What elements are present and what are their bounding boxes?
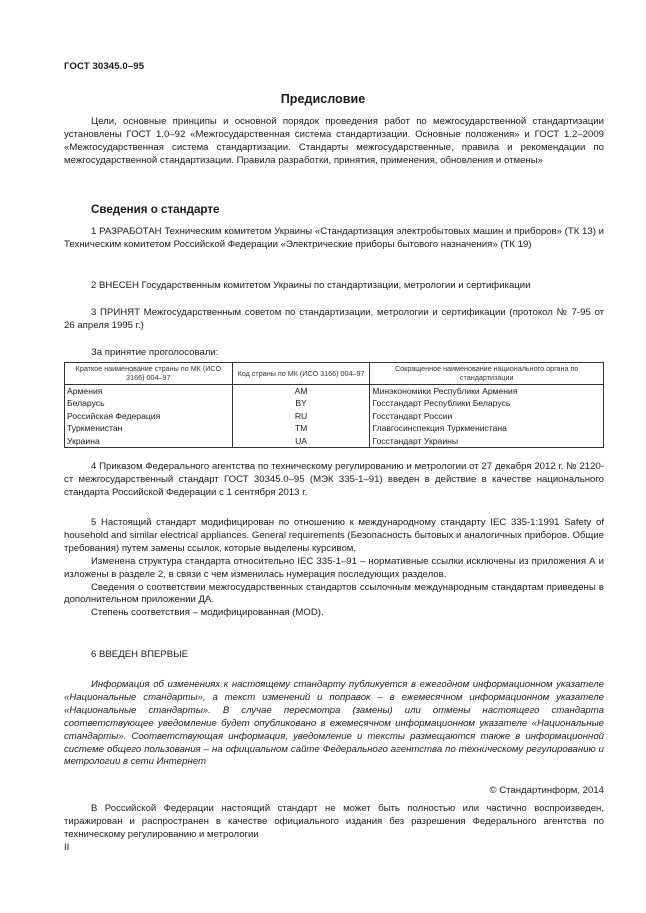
item-5-structure-change: Изменена структура стандарта относительно IEC 335-1–91 – нормативные ссылки исключены из приложения А и изложены в разделе 2, в связи с чем изменилась нумерация последующих разделов. xyxy=(64,555,604,580)
table-header-row xyxy=(65,363,604,385)
column-header-country: Краткое наименование страны по МК (ИСО 3166) 004–97 xyxy=(65,363,233,385)
table-row xyxy=(65,385,604,398)
code-cell: AM xyxy=(232,385,370,398)
body-cell: Минэкономики Республики Армения xyxy=(370,385,604,398)
item-2-introduced: 2 ВНЕСЕН Государственным комитетом Украины по стандартизации, метрологии и сертификации xyxy=(91,280,531,291)
body-cell: Главгосинспекция Туркменистана xyxy=(370,422,604,434)
table-row xyxy=(65,397,604,409)
code-cell: BY xyxy=(232,397,370,409)
column-header-code: Код страны по МК (ИСО 3166) 004–97 xyxy=(232,363,370,385)
item-6-first-introduced: 6 ВВЕДЕН ВПЕРВЫЕ xyxy=(91,649,189,660)
item-3-adopted: 3 ПРИНЯТ Межгосударственным советом по стандартизации, метрологии и сертификации (протокол № 7-95 от 26 апреля 1995 г.) xyxy=(64,307,604,331)
standard-code-header: ГОСТ 30345.0–95 xyxy=(64,61,145,72)
country-cell: Туркменистан xyxy=(65,422,233,434)
item-4-enacted: 4 Приказом Федерального агентства по техническому регулированию и метрологии от 27 декабря 2012 г. № 2120-ст межгосударственный стандарт ГОСТ 30345.0–95 (МЭК 335-1–91) введен в действие в качестве национального стандарта Российской Федерации с 1 сентября 2013 г. xyxy=(64,461,604,498)
country-cell: Беларусь xyxy=(65,397,233,409)
body-cell: Госстандарт Украины xyxy=(370,435,604,448)
item-5-modification: 5 Настоящий стандарт модифицирован по отношению к международному стандарту IEC 335-1:1991 Safety of household and similar electrical appliances. General requirements (Безопасность бытовых и аналогичных приборов. Общие требования) путем замены ссылок, которые выделены курсивом. xyxy=(64,517,604,554)
item-5-block xyxy=(64,517,604,620)
intro-paragraph: Цели, основные принципы и основной порядок проведения работ по межгосударственной стандартизации установлены ГОСТ 1.0–92 «Межгосударственная система стандартизации. Основные положения» и ГОСТ 1.2–2009 «Межгосударственная система стандартизации. Стандарты межгосударственные, правила и рекомендации по межгосударственной стандартизации. Правила разработки, принятия, применения, обновления и отмены» xyxy=(64,116,604,166)
body-cell: Госстандарт Республики Беларусь xyxy=(370,397,604,409)
copyright: © Стандартинформ, 2014 xyxy=(489,785,604,796)
item-1-developed: 1 РАЗРАБОТАН Техническим комитетом Украины «Стандартизация электробытовых машин и приборов» (ТК 13) и Техническим комитетом Российской Федерации «Электрические приборы бытового назначения» (ТК 19) xyxy=(64,226,604,250)
page-title: Предисловие xyxy=(280,92,366,106)
code-cell: UA xyxy=(232,435,370,448)
country-cell: Украина xyxy=(65,435,233,448)
column-header-body: Сокращенное наименование национального органа по стандартизации xyxy=(370,363,604,385)
reproduction-notice: В Российской Федерации настоящий стандарт не может быть полностью или частично воспроизведен, тиражирован и распространен в качестве официального издания без разрешения Федерального агентства по техническому регулированию и метрологии xyxy=(64,803,604,840)
vote-label: За принятие проголосовали: xyxy=(91,347,219,358)
code-cell: TM xyxy=(232,422,370,434)
table-row xyxy=(65,435,604,448)
item-5-degree: Степень соответствия – модифицированная (MOD). xyxy=(91,607,324,619)
section-heading: Сведения о стандарте xyxy=(91,203,220,216)
table-row xyxy=(65,422,604,434)
info-notice: Информация об изменениях к настоящему стандарту публикуется в ежегодном информационном указателе «Национальные стандарты», а текст изменений и поправок – в ежемесячном информационном указателе «Национальные стандарты». В случае пересмотра (замены) или отмены настоящего стандарта соответствующее уведомление будет опубликовано в ежемесячном информационном указателе «Национальные стандарты». Соответствующая информация, уведомление и тексты размещаются также в информационной системе общего пользования – на официальном сайте Федерального агентства по техническому регулированию и метрологии в сети Интернет xyxy=(64,679,604,768)
item-5-correspondence: Сведения о соответствии межгосударственных стандартов ссылочным международным стандартам приведены в дополнительном приложении ДА. xyxy=(64,581,604,606)
table-row xyxy=(65,410,604,422)
page-number: II xyxy=(64,842,70,853)
vote-table xyxy=(64,362,604,448)
code-cell: RU xyxy=(232,410,370,422)
country-cell: Российская Федерация xyxy=(65,410,233,422)
body-cell: Госстандарт России xyxy=(370,410,604,422)
country-cell: Армения xyxy=(65,385,233,398)
